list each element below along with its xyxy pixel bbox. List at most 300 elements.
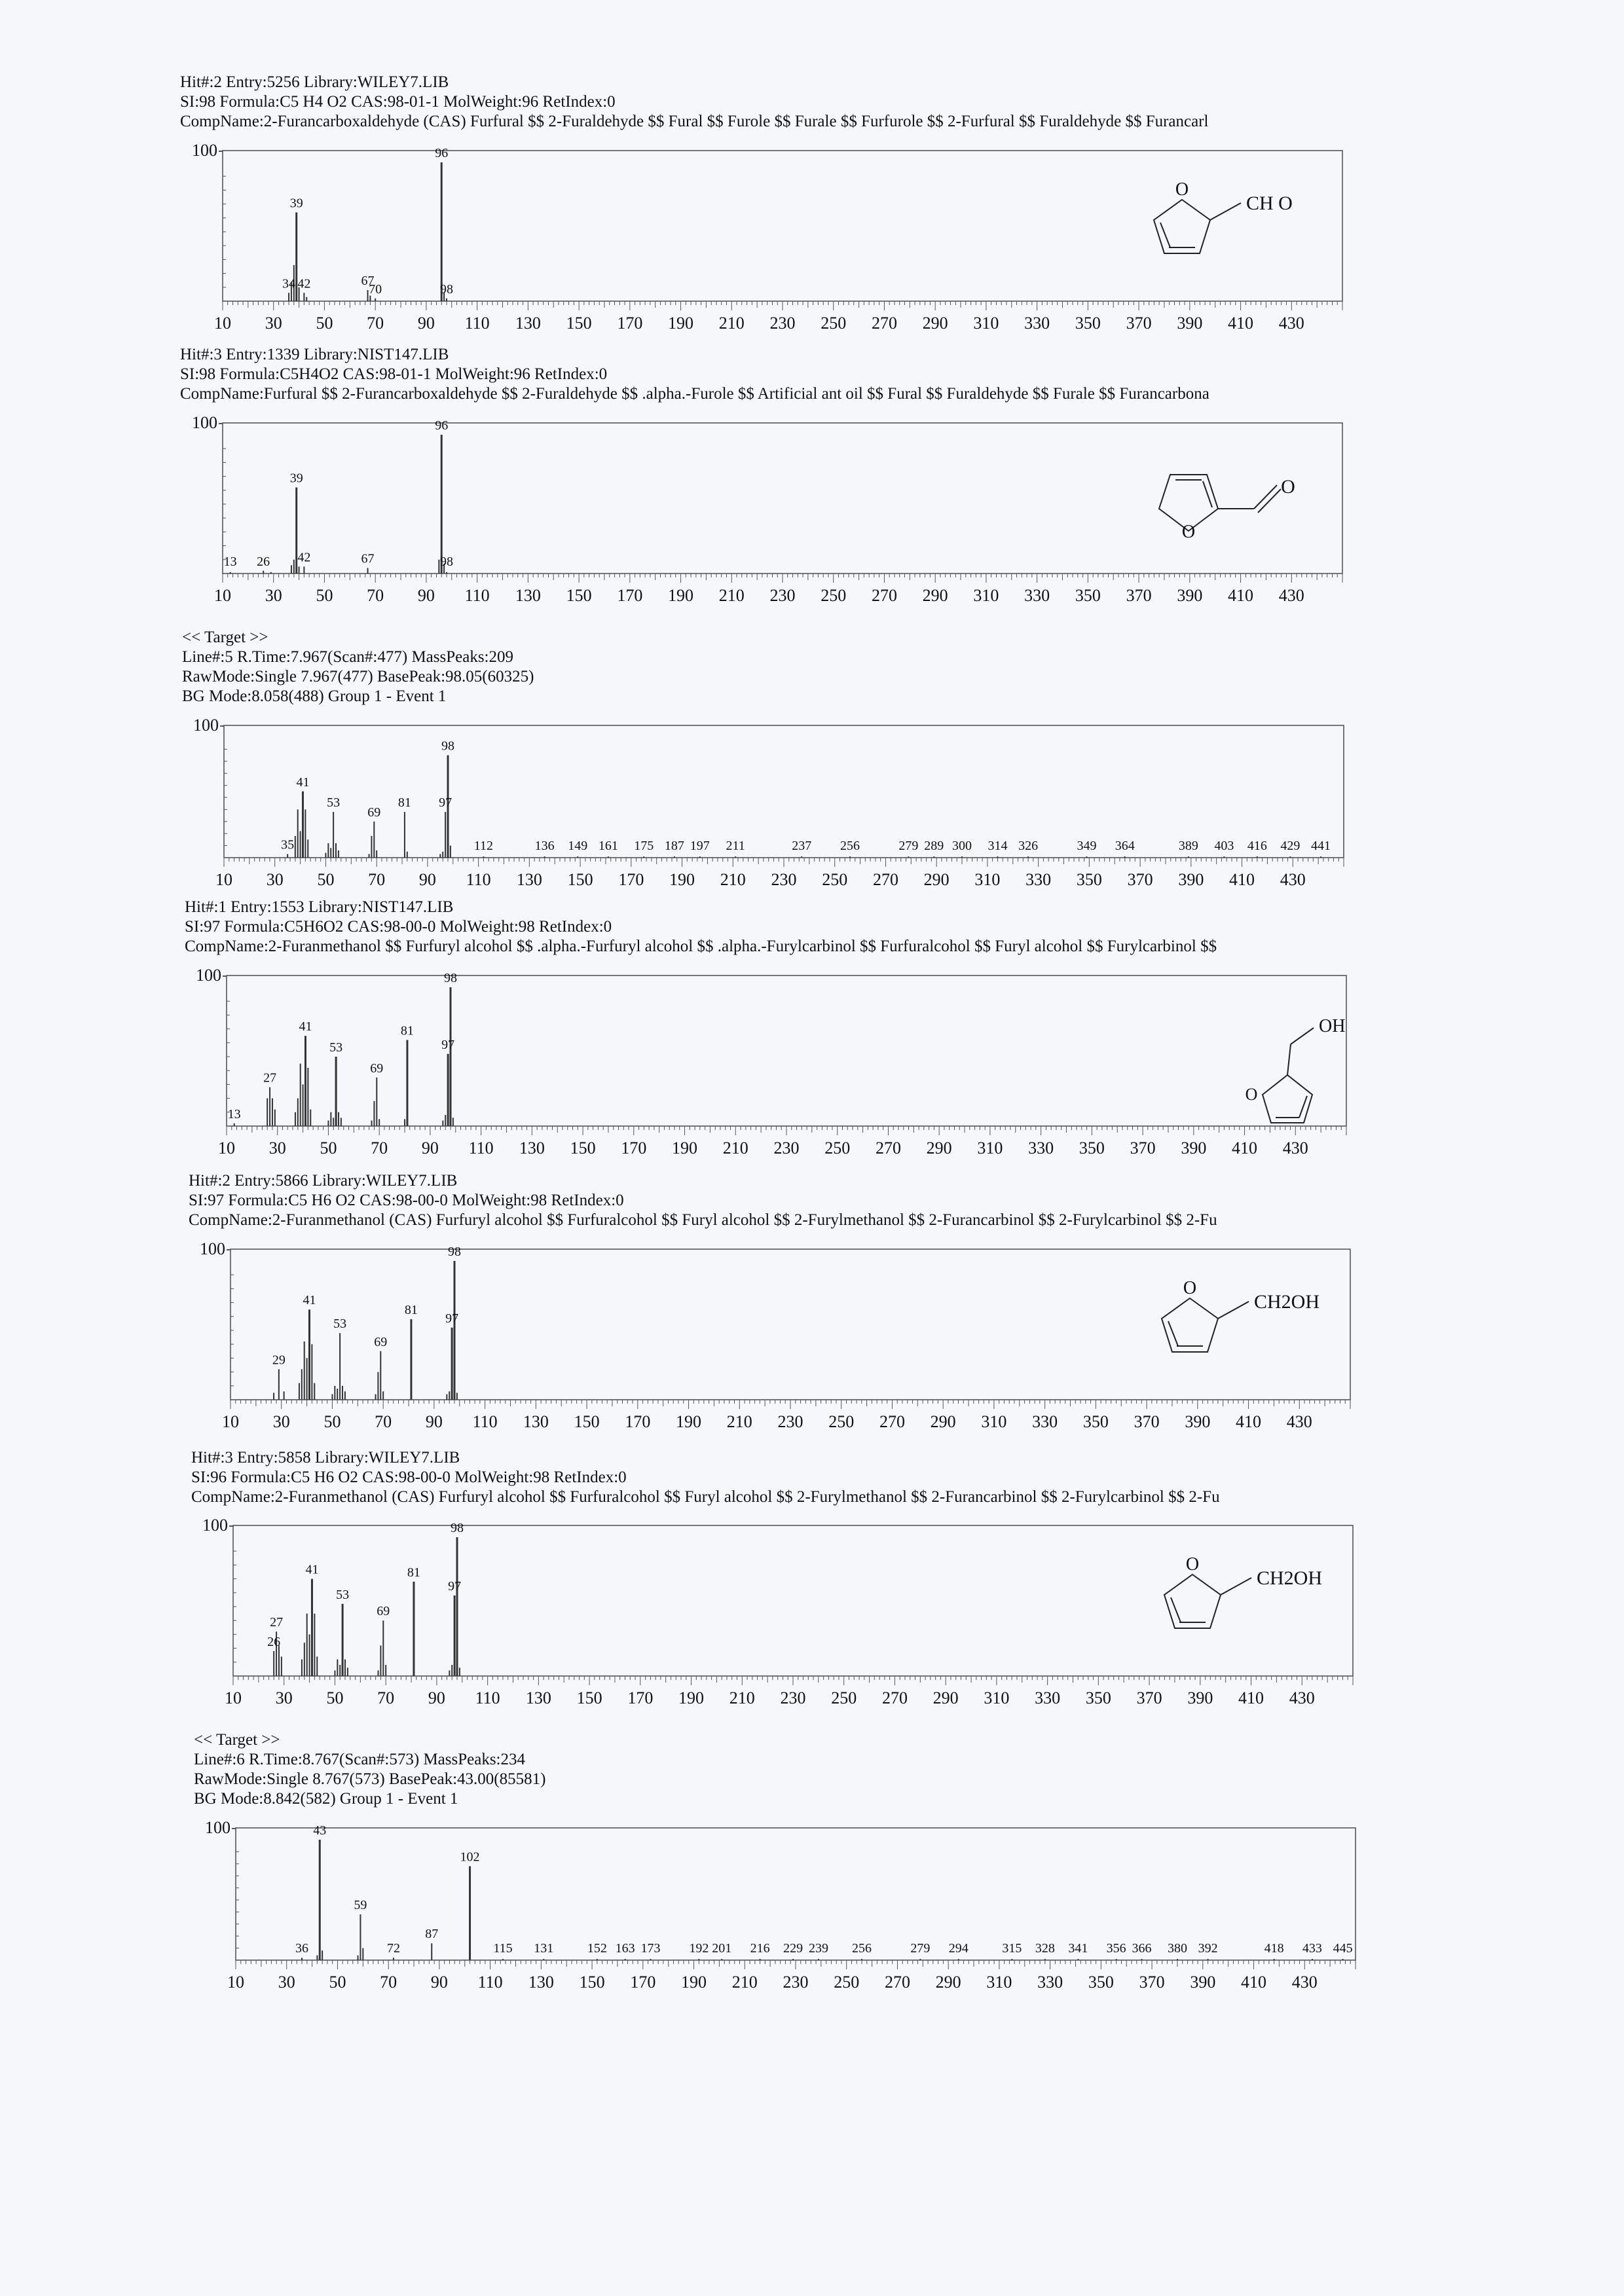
mass-spectrum <box>185 1239 1357 1439</box>
x-tick-label: 370 <box>1136 1688 1162 1707</box>
x-tick-label: 70 <box>367 314 384 333</box>
x-tick-label: 230 <box>769 314 796 333</box>
x-tick-label: 370 <box>1134 1412 1160 1431</box>
peak-label: 149 <box>568 839 588 853</box>
hydroxyl-label: OH <box>1319 1016 1346 1036</box>
x-tick-label: 270 <box>875 1139 901 1157</box>
peak-label: 403 <box>1214 839 1234 853</box>
x-tick-label: 290 <box>922 586 948 605</box>
x-tick-label: 410 <box>1236 1412 1262 1431</box>
x-tick-label: 210 <box>718 586 745 605</box>
x-tick-label: 230 <box>771 870 797 889</box>
formula-line: SI:97 Formula:C5 H6 O2 CAS:98-00-0 MolWeight:98 RetIndex:0 <box>189 1192 624 1209</box>
peak-label: 41 <box>299 1019 312 1034</box>
x-tick-label: 50 <box>320 1139 337 1157</box>
x-tick-label: 50 <box>329 1973 346 1992</box>
x-tick-label: 10 <box>218 1139 235 1157</box>
peak-label: 294 <box>948 1941 969 1956</box>
furan-ring <box>1263 1075 1312 1123</box>
x-tick-label: 290 <box>932 1688 959 1707</box>
compname-line: CompName:Furfural $$ 2-Furancarboxaldehyde $$ 2-Furaldehyde $$ .alpha.-Furole $$ Artificial ant oil $$ Fural $$ Furaldehyde $$ Furale $$ Furancarbona <box>180 385 1209 403</box>
peak-label: 13 <box>223 555 237 569</box>
x-tick-label: 30 <box>266 870 284 889</box>
formula-line: SI:98 Formula:C5H4O2 CAS:98-01-1 MolWeight:96 RetIndex:0 <box>180 365 608 383</box>
peak-label: 42 <box>297 550 311 565</box>
mass-spectrum <box>190 1818 1362 1999</box>
peak-label: 416 <box>1247 839 1267 853</box>
peak-label: 341 <box>1068 1941 1088 1956</box>
peak-label: 72 <box>386 1941 400 1956</box>
x-tick-label: 190 <box>681 1973 707 1992</box>
peak-label: 326 <box>1018 839 1039 853</box>
peak-label: 41 <box>303 1293 316 1308</box>
ring-oxygen-label: O <box>1181 522 1196 542</box>
peak-label: 112 <box>473 839 494 853</box>
x-tick-label: 170 <box>630 1973 656 1992</box>
ring-oxygen-label: O <box>1245 1085 1258 1104</box>
x-tick-label: 310 <box>973 586 999 605</box>
peak-label: 131 <box>534 1941 554 1956</box>
x-tick-label: 70 <box>377 1688 395 1707</box>
x-tick-label: 170 <box>618 870 644 889</box>
x-tick-label: 150 <box>566 314 592 333</box>
x-tick-label: 90 <box>417 314 435 333</box>
x-tick-label: 110 <box>466 870 491 889</box>
x-tick-label: 130 <box>515 314 541 333</box>
peak-label: 314 <box>987 839 1008 853</box>
peak-label: 380 <box>1167 1941 1187 1956</box>
molecule-structure <box>1159 475 1295 542</box>
x-tick-label: 110 <box>464 314 490 333</box>
peak-label: 279 <box>910 1941 931 1956</box>
compname-line: CompName:2-Furanmethanol (CAS) Furfuryl alcohol $$ Furfuralcohol $$ Furyl alcohol $$ 2-Furylmethanol $$ 2-Furancarbinol $$ 2-Furylcarbinol $$ 2-Fu <box>191 1488 1220 1506</box>
peak-label: 41 <box>296 774 310 790</box>
molecule-structure <box>1164 1554 1322 1628</box>
x-tick-label: 370 <box>1127 870 1153 889</box>
ring-oxygen-label: O <box>1185 1554 1200 1575</box>
peak-label: 239 <box>808 1941 828 1956</box>
peak-label: 418 <box>1264 1941 1284 1956</box>
peak-label: 36 <box>295 1941 309 1956</box>
x-tick-label: 90 <box>425 1412 443 1431</box>
compname-line: CompName:2-Furanmethanol (CAS) Furfuryl alcohol $$ Furfuralcohol $$ Furyl alcohol $$ 2-Furylmethanol $$ 2-Furancarbinol $$ 2-Furylcarbinol $$ 2-Fu <box>189 1211 1217 1229</box>
peak-label: 445 <box>1333 1941 1353 1956</box>
peak-label: 96 <box>435 146 449 160</box>
compname-line: CompName:2-Furanmethanol $$ Furfuryl alcohol $$ .alpha.-Furfuryl alcohol $$ .alpha.-Furylcarbinol $$ Furfuralcohol $$ Furyl alcohol $$ Furylcarbinol $$ <box>185 938 1217 955</box>
x-tick-label: 410 <box>1228 586 1254 605</box>
peak-label: 81 <box>404 1303 418 1318</box>
plot-frame <box>224 725 1344 858</box>
y-max-label: 100 <box>205 1818 231 1837</box>
substituent-label: CH2OH <box>1257 1567 1323 1589</box>
x-tick-label: 250 <box>821 586 847 605</box>
x-tick-label: 30 <box>265 586 282 605</box>
x-tick-label: 10 <box>225 1688 242 1707</box>
mass-spectrum <box>187 1516 1359 1715</box>
peak-label: 69 <box>370 1061 384 1076</box>
x-tick-label: 270 <box>884 1973 910 1992</box>
peak-label: 187 <box>664 839 684 853</box>
x-tick-label: 270 <box>881 1688 908 1707</box>
x-tick-label: 350 <box>1075 314 1101 333</box>
x-tick-label: 430 <box>1291 1973 1318 1992</box>
peak-label: 192 <box>689 1941 709 1956</box>
molecule-structure <box>1162 1278 1320 1352</box>
line-info: Line#:6 R.Time:8.767(Scan#:573) MassPeaks:234 <box>194 1751 526 1768</box>
peak-label: 328 <box>1035 1941 1055 1956</box>
y-max-label: 100 <box>193 716 219 735</box>
peak-label: 279 <box>898 839 919 853</box>
x-tick-label: 390 <box>1190 1973 1216 1992</box>
x-tick-label: 250 <box>828 1412 855 1431</box>
x-tick-label: 310 <box>974 870 1001 889</box>
x-tick-label: 330 <box>1035 1688 1061 1707</box>
peak-label: 34 <box>282 276 296 291</box>
x-tick-label: 70 <box>368 870 386 889</box>
x-tick-label: 10 <box>222 1412 239 1431</box>
peak-label: 349 <box>1077 839 1097 853</box>
x-tick-label: 430 <box>1280 870 1306 889</box>
x-tick-label: 350 <box>1076 870 1102 889</box>
hit-line: Hit#:1 Entry:1553 Library:NIST147.LIB <box>185 898 454 916</box>
x-tick-label: 10 <box>214 586 231 605</box>
substituent-label: CH O <box>1246 192 1293 214</box>
x-tick-label: 210 <box>726 1412 752 1431</box>
x-tick-label: 290 <box>930 1412 956 1431</box>
bgmode-line: BG Mode:8.058(488) Group 1 - Event 1 <box>182 687 447 705</box>
peak-label: 69 <box>367 805 381 820</box>
x-tick-label: 50 <box>323 1412 341 1431</box>
x-tick-label: 350 <box>1088 1973 1114 1992</box>
x-tick-label: 370 <box>1126 586 1152 605</box>
side-chain-bond <box>1210 203 1241 220</box>
x-tick-label: 170 <box>621 1139 647 1157</box>
x-tick-label: 330 <box>1028 1139 1054 1157</box>
x-tick-label: 330 <box>1024 314 1050 333</box>
peak-label: 175 <box>634 839 654 853</box>
x-tick-label: 390 <box>1178 870 1204 889</box>
peak-label: 59 <box>354 1898 367 1913</box>
ring-oxygen-label: O <box>1183 1278 1197 1298</box>
side-chain-bond <box>1218 1302 1249 1319</box>
x-tick-label: 310 <box>973 314 999 333</box>
x-tick-label: 170 <box>627 1688 654 1707</box>
peak-label: 96 <box>435 418 449 433</box>
hit-line: Hit#:3 Entry:5858 Library:WILEY7.LIB <box>191 1449 460 1467</box>
peak-label: 441 <box>1311 839 1331 853</box>
x-tick-label: 90 <box>418 870 436 889</box>
peak-label: 97 <box>445 1311 459 1326</box>
x-tick-label: 90 <box>421 1139 439 1157</box>
x-tick-label: 290 <box>935 1973 961 1992</box>
x-tick-label: 150 <box>576 1688 602 1707</box>
x-tick-label: 250 <box>821 314 847 333</box>
plot-frame <box>223 151 1342 301</box>
peak-label: 39 <box>289 196 303 211</box>
peak-label: 161 <box>598 839 618 853</box>
peak-label: 256 <box>840 839 860 853</box>
compname-line: CompName:2-Furancarboxaldehyde (CAS) Furfural $$ 2-Furaldehyde $$ Fural $$ Furole $$ Furale $$ Furfurole $$ 2-Furfural $$ Furaldehyde $$ Furancarl <box>180 113 1209 130</box>
x-tick-label: 410 <box>1228 314 1254 333</box>
target-label: << Target >> <box>182 629 268 646</box>
peak-label: 97 <box>441 1037 455 1052</box>
peak-label: 67 <box>361 274 375 289</box>
x-tick-label: 110 <box>472 1412 498 1431</box>
peak-label: 26 <box>257 554 270 569</box>
y-max-label: 100 <box>196 966 221 985</box>
peak-label: 356 <box>1106 1941 1126 1956</box>
x-tick-label: 50 <box>317 870 335 889</box>
peak-label: 69 <box>377 1604 390 1619</box>
x-tick-label: 110 <box>475 1688 500 1707</box>
x-tick-label: 50 <box>316 314 333 333</box>
x-tick-label: 30 <box>272 1412 290 1431</box>
plot-frame <box>231 1249 1350 1400</box>
formula-line: SI:98 Formula:C5 H4 O2 CAS:98-01-1 MolWeight:96 RetIndex:0 <box>180 93 616 111</box>
x-tick-label: 290 <box>923 870 950 889</box>
y-max-label: 100 <box>200 1239 225 1258</box>
x-tick-label: 350 <box>1075 586 1101 605</box>
y-max-label: 100 <box>192 413 217 432</box>
x-tick-label: 150 <box>574 1412 600 1431</box>
peak-label: 98 <box>440 282 453 297</box>
rawmode-line: RawMode:Single 7.967(477) BasePeak:98.05(60325) <box>182 668 534 685</box>
peak-label: 256 <box>852 1941 872 1956</box>
x-tick-label: 410 <box>1241 1973 1267 1992</box>
x-tick-label: 370 <box>1126 314 1152 333</box>
x-tick-label: 250 <box>831 1688 857 1707</box>
x-tick-label: 350 <box>1079 1139 1105 1157</box>
x-tick-label: 250 <box>834 1973 860 1992</box>
x-tick-label: 70 <box>380 1973 397 1992</box>
x-tick-label: 30 <box>265 314 282 333</box>
peak-label: 211 <box>726 839 745 853</box>
peak-label: 429 <box>1280 839 1301 853</box>
target-label: << Target >> <box>194 1731 280 1749</box>
x-tick-label: 390 <box>1181 1139 1207 1157</box>
peak-label: 433 <box>1302 1941 1322 1956</box>
rawmode-line: RawMode:Single 8.767(573) BasePeak:43.00(85581) <box>194 1770 546 1788</box>
y-max-label: 100 <box>202 1516 228 1535</box>
peak-label: 392 <box>1198 1941 1218 1956</box>
peak-label: 97 <box>448 1579 462 1594</box>
mass-spectrum <box>178 716 1350 897</box>
bgmode-line: BG Mode:8.842(582) Group 1 - Event 1 <box>194 1790 458 1808</box>
peak-label: 70 <box>369 282 382 297</box>
formula-line: SI:97 Formula:C5H6O2 CAS:98-00-0 MolWeight:98 RetIndex:0 <box>185 918 612 936</box>
x-tick-label: 210 <box>718 314 745 333</box>
x-tick-label: 230 <box>769 586 796 605</box>
x-tick-label: 230 <box>773 1139 800 1157</box>
x-tick-label: 190 <box>669 870 695 889</box>
x-tick-label: 210 <box>722 1139 748 1157</box>
x-tick-label: 210 <box>731 1973 758 1992</box>
x-tick-label: 190 <box>676 1412 702 1431</box>
x-tick-label: 50 <box>316 586 333 605</box>
peak-label: 39 <box>289 471 303 486</box>
peak-label: 43 <box>313 1823 327 1838</box>
line-info: Line#:5 R.Time:7.967(Scan#:477) MassPeaks:209 <box>182 648 514 666</box>
x-tick-label: 290 <box>922 314 948 333</box>
peak-label: 53 <box>327 795 341 811</box>
peak-label: 87 <box>425 1927 439 1942</box>
x-tick-label: 230 <box>780 1688 806 1707</box>
x-tick-label: 70 <box>371 1139 388 1157</box>
x-tick-label: 190 <box>668 314 694 333</box>
side-chain-bond <box>1221 1578 1251 1595</box>
x-tick-label: 410 <box>1238 1688 1264 1707</box>
peak-label: 69 <box>374 1334 388 1349</box>
x-tick-label: 130 <box>523 1412 549 1431</box>
x-tick-label: 390 <box>1187 1688 1213 1707</box>
x-tick-label: 310 <box>981 1412 1007 1431</box>
x-tick-label: 110 <box>477 1973 503 1992</box>
x-tick-label: 150 <box>566 586 592 605</box>
peak-label: 53 <box>336 1587 350 1602</box>
carbonyl-oxygen-label: O <box>1281 476 1295 498</box>
x-tick-label: 430 <box>1278 314 1304 333</box>
peak-label: 98 <box>448 1245 461 1259</box>
x-tick-label: 130 <box>525 1688 551 1707</box>
x-tick-label: 150 <box>570 1139 596 1157</box>
plot-frame <box>236 1828 1356 1960</box>
x-tick-label: 150 <box>567 870 593 889</box>
peak-label: 300 <box>952 839 972 853</box>
peak-label: 81 <box>397 795 411 811</box>
peak-label: 42 <box>297 276 311 291</box>
x-tick-label: 130 <box>515 586 541 605</box>
peak-label: 173 <box>640 1941 661 1956</box>
peak-label: 41 <box>305 1562 319 1577</box>
peak-label: 81 <box>400 1023 414 1038</box>
peak-label: 67 <box>361 551 375 566</box>
side-chain-bond <box>1287 1044 1291 1075</box>
x-tick-label: 270 <box>879 1412 905 1431</box>
peak-label: 197 <box>690 839 710 853</box>
x-tick-label: 330 <box>1025 870 1052 889</box>
x-tick-label: 10 <box>214 314 231 333</box>
x-tick-label: 350 <box>1082 1412 1109 1431</box>
x-tick-label: 50 <box>326 1688 344 1707</box>
mass-spectrum <box>177 141 1349 340</box>
x-tick-label: 430 <box>1289 1688 1315 1707</box>
x-tick-label: 30 <box>268 1139 286 1157</box>
x-tick-label: 30 <box>275 1688 293 1707</box>
x-tick-label: 330 <box>1037 1973 1063 1992</box>
side-chain-bond <box>1291 1028 1314 1044</box>
peak-label: 115 <box>493 1941 513 1956</box>
y-max-label: 100 <box>192 141 217 160</box>
plot-frame <box>233 1525 1353 1676</box>
x-tick-label: 390 <box>1177 314 1203 333</box>
x-tick-label: 90 <box>428 1688 445 1707</box>
x-tick-label: 90 <box>430 1973 448 1992</box>
x-tick-label: 130 <box>519 1139 545 1157</box>
molecule-structure <box>1246 1016 1346 1123</box>
formula-line: SI:96 Formula:C5 H6 O2 CAS:98-00-0 MolWeight:98 RetIndex:0 <box>191 1468 627 1486</box>
x-tick-label: 250 <box>824 1139 851 1157</box>
hit-line: Hit#:2 Entry:5256 Library:WILEY7.LIB <box>180 73 449 91</box>
x-tick-label: 430 <box>1282 1139 1308 1157</box>
mass-spectrum <box>181 966 1353 1165</box>
peak-label: 289 <box>924 839 944 853</box>
x-tick-label: 170 <box>617 586 643 605</box>
peak-label: 98 <box>441 738 454 754</box>
x-tick-label: 270 <box>872 870 898 889</box>
x-tick-label: 230 <box>783 1973 809 1992</box>
peak-label: 102 <box>460 1850 480 1865</box>
x-tick-label: 410 <box>1229 870 1255 889</box>
x-tick-label: 10 <box>215 870 232 889</box>
peak-label: 315 <box>1002 1941 1022 1956</box>
x-tick-label: 430 <box>1286 1412 1312 1431</box>
peak-label: 35 <box>281 837 295 852</box>
x-tick-label: 130 <box>528 1973 554 1992</box>
x-tick-label: 350 <box>1085 1688 1111 1707</box>
x-tick-label: 70 <box>367 586 384 605</box>
mass-spectrum <box>177 413 1349 613</box>
peak-label: 81 <box>407 1565 420 1580</box>
x-tick-label: 310 <box>986 1973 1012 1992</box>
peak-label: 98 <box>440 555 453 569</box>
peak-label: 53 <box>333 1317 347 1332</box>
x-tick-label: 210 <box>720 870 746 889</box>
x-tick-label: 170 <box>625 1412 651 1431</box>
x-tick-label: 410 <box>1232 1139 1258 1157</box>
peak-label: 366 <box>1132 1941 1152 1956</box>
peak-label: 27 <box>270 1615 284 1630</box>
peak-label: 26 <box>267 1634 281 1649</box>
x-tick-label: 170 <box>617 314 643 333</box>
substituent-label: CH2OH <box>1254 1291 1320 1313</box>
peak-label: 229 <box>783 1941 803 1956</box>
x-tick-label: 390 <box>1177 586 1203 605</box>
peak-label: 152 <box>587 1941 607 1956</box>
peak-label: 97 <box>439 795 452 811</box>
x-tick-label: 430 <box>1278 586 1304 605</box>
x-tick-label: 330 <box>1024 586 1050 605</box>
peak-label: 389 <box>1178 839 1198 853</box>
molecule-structure <box>1154 179 1293 253</box>
peak-label: 136 <box>534 839 555 853</box>
hit-line: Hit#:2 Entry:5866 Library:WILEY7.LIB <box>189 1172 458 1190</box>
x-tick-label: 370 <box>1139 1973 1165 1992</box>
peak-label: 364 <box>1115 839 1135 853</box>
x-tick-label: 270 <box>871 586 897 605</box>
x-tick-label: 390 <box>1185 1412 1211 1431</box>
x-tick-label: 230 <box>777 1412 803 1431</box>
x-tick-label: 330 <box>1032 1412 1058 1431</box>
x-tick-label: 130 <box>516 870 542 889</box>
peak-label: 98 <box>451 1521 464 1535</box>
peak-label: 98 <box>444 971 457 985</box>
hit-line: Hit#:3 Entry:1339 Library:NIST147.LIB <box>180 346 449 363</box>
x-tick-label: 270 <box>871 314 897 333</box>
x-tick-label: 90 <box>417 586 435 605</box>
x-tick-label: 190 <box>678 1688 705 1707</box>
peak-label: 27 <box>263 1070 277 1085</box>
x-tick-label: 70 <box>375 1412 392 1431</box>
peak-label: 53 <box>329 1040 343 1055</box>
peak-label: 29 <box>272 1353 286 1368</box>
x-tick-label: 310 <box>984 1688 1010 1707</box>
x-tick-label: 190 <box>672 1139 698 1157</box>
x-tick-label: 290 <box>926 1139 952 1157</box>
x-tick-label: 30 <box>278 1973 295 1992</box>
plot-frame <box>227 975 1346 1126</box>
peak-label: 237 <box>792 839 812 853</box>
x-tick-label: 110 <box>468 1139 494 1157</box>
